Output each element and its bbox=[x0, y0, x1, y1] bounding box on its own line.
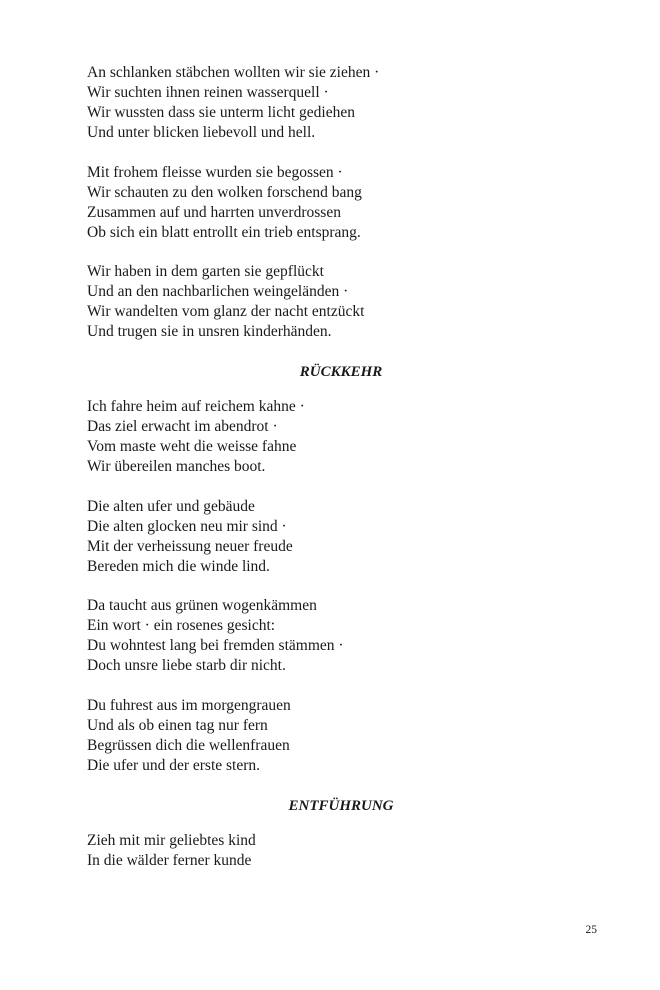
verse-line: Die alten ufer und gebäude bbox=[87, 497, 255, 515]
poem-2 bbox=[87, 397, 607, 776]
verse-line: Mit frohem fleisse wurden sie begossen · bbox=[87, 163, 343, 181]
verse-line: Wir übereilen manches boot. bbox=[87, 458, 266, 475]
poem-3 bbox=[87, 831, 607, 871]
verse-line: Das ziel erwacht im abendrot · bbox=[87, 418, 278, 435]
verse-line: Bereden mich die winde lind. bbox=[87, 557, 270, 575]
poem-title-rueckkehr: RÜCKKEHR bbox=[299, 364, 383, 380]
verse-line: In die wälder ferner kunde bbox=[87, 851, 252, 869]
page-content bbox=[87, 63, 607, 871]
verse-line: Vom maste weht die weisse fahne bbox=[87, 438, 297, 455]
verse-line: Zieh mit mir geliebtes kind bbox=[87, 831, 256, 849]
stanza bbox=[87, 63, 607, 143]
verse-line: Und trugen sie in unsren kinderhänden. bbox=[87, 323, 332, 340]
stanza bbox=[87, 163, 607, 243]
verse-line: Und an den nachbarlichen weingeländen · bbox=[87, 283, 349, 300]
verse-line: Wir wandelten vom glanz der nacht entzückt bbox=[87, 303, 365, 320]
verse-line: Ein wort · ein rosenes gesicht: bbox=[87, 617, 276, 634]
stanza bbox=[87, 397, 607, 477]
stanza bbox=[87, 596, 607, 676]
verse-line: Die ufer und der erste stern. bbox=[87, 756, 261, 774]
verse-line: Begrüssen dich die wellenfrauen bbox=[87, 736, 290, 754]
stanza bbox=[87, 831, 607, 871]
stanza bbox=[87, 497, 607, 577]
verse-line: Wir suchten ihnen reinen wasserquell · bbox=[87, 84, 329, 101]
verse-line: Doch unsre liebe starb dir nicht. bbox=[87, 657, 286, 674]
verse-line: Du wohntest lang bei fremden stämmen · bbox=[87, 637, 344, 654]
page-number: 25 bbox=[585, 924, 597, 936]
verse-line: Wir schauten zu den wolken forschend bang bbox=[87, 183, 362, 201]
verse-line: Und unter blicken liebevoll und hell. bbox=[87, 124, 316, 141]
verse-line: Zusammen auf und harrten unverdrossen bbox=[87, 203, 341, 221]
verse-line: Und als ob einen tag nur fern bbox=[87, 716, 268, 734]
verse-line: Ob sich ein blatt entrollt ein trieb entsprang. bbox=[87, 223, 361, 241]
verse-line: Mit der verheissung neuer freude bbox=[87, 537, 293, 555]
verse-line: Wir haben in dem garten sie gepflückt bbox=[87, 263, 324, 280]
poem-title-entfuehrung: ENTFÜHRUNG bbox=[288, 797, 394, 814]
verse-line: Du fuhrest aus im morgengrauen bbox=[87, 696, 291, 714]
verse-line: Da taucht aus grünen wogenkämmen bbox=[87, 597, 317, 614]
poem-1 bbox=[87, 63, 607, 342]
verse-line: An schlanken stäbchen wollten wir sie ziehen · bbox=[87, 64, 380, 81]
verse-line: Die alten glocken neu mir sind · bbox=[87, 517, 287, 535]
verse-line: Wir wussten dass sie unterm licht gediehen bbox=[87, 104, 355, 121]
stanza bbox=[87, 262, 607, 342]
verse-line: Ich fahre heim auf reichem kahne · bbox=[87, 398, 305, 415]
stanza bbox=[87, 696, 607, 776]
